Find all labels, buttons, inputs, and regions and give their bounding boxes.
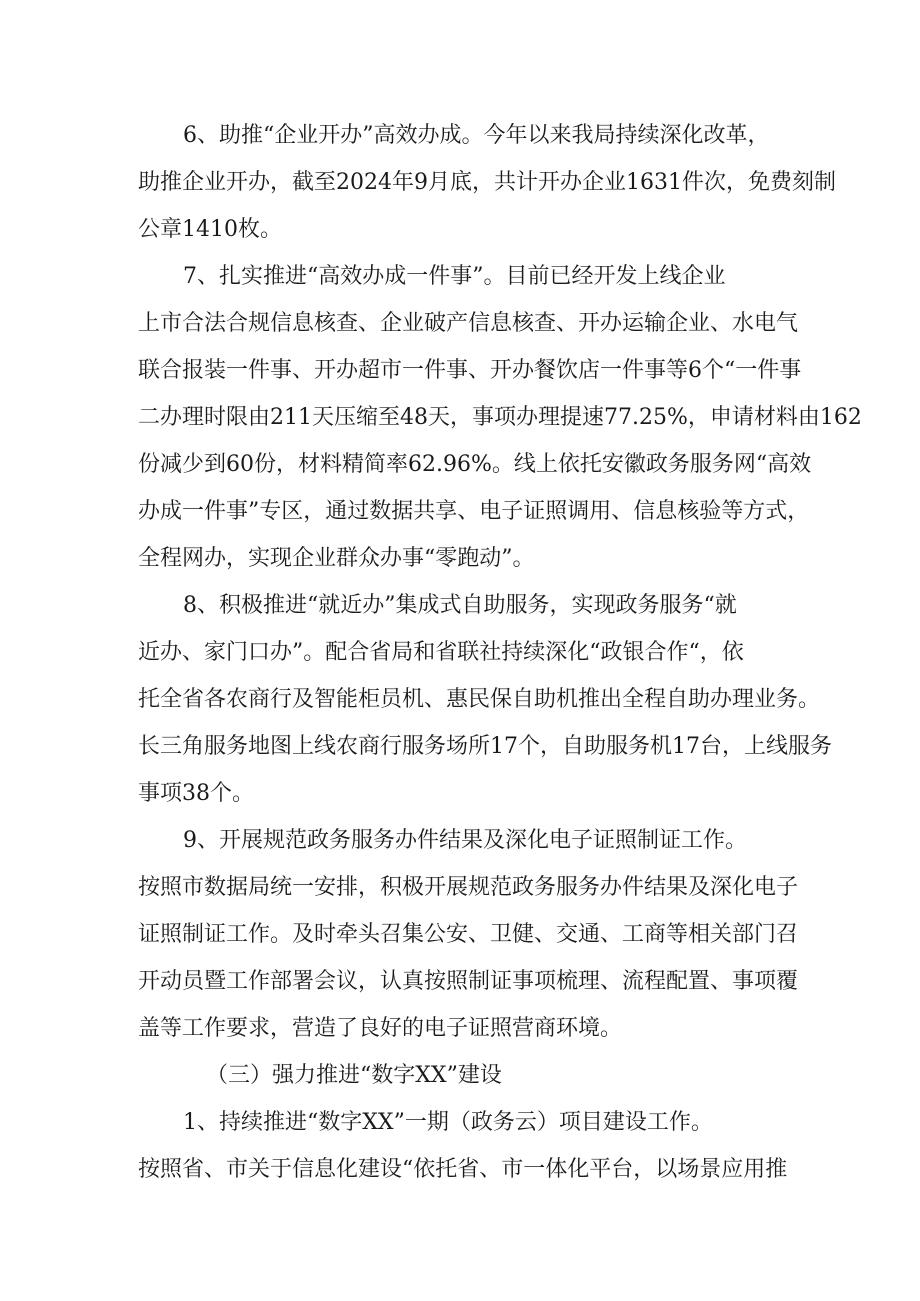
paragraph-item-8 bbox=[138, 582, 832, 817]
text-line: 联合报装一件事、开办超市一件事、开办餐饮店一件事等6个“一件事 bbox=[138, 358, 802, 383]
text-line: 托全省各农商行及智能柜员机、惠民保自助机推出全程自助办理业务。 bbox=[138, 687, 821, 712]
text-line: 公章1410枚。 bbox=[138, 217, 282, 242]
text-line: 7、扎实推进“高效办成一件事”。目前已经开发上线企业 bbox=[183, 264, 726, 289]
text-line: 近办、家门口办”。配合省局和省联社持续深化“政银合作“，依 bbox=[138, 640, 744, 665]
text-line: 长三角服务地图上线农商行服务场所17个，自助服务机17台，上线服务 bbox=[138, 734, 832, 759]
text-line: 按照省、市关于信息化建设“依托省、市一体化平台，以场景应用推 bbox=[138, 1157, 788, 1182]
section-heading: （三）强力推进“数字XX”建设 bbox=[206, 1063, 502, 1088]
paragraph-item-6 bbox=[138, 112, 836, 253]
document-page bbox=[138, 112, 862, 1193]
text-line: 6、助推“企业开办”高效办成。今年以来我局持续深化改革， bbox=[183, 123, 770, 148]
text-line: 助推企业开办，截至2024年9月底，共计开办企业1631件次，免费刻制 bbox=[138, 170, 836, 195]
text-line: 证照制证工作。及时牵头召集公安、卫健、交通、工商等相关部门召 bbox=[138, 922, 799, 947]
text-line: 事项38个。 bbox=[138, 781, 254, 806]
section-heading-3 bbox=[138, 1052, 798, 1099]
text-line: 份减少到60份，材料精简率62.96%。线上依托安徽政务服务网“高效 bbox=[138, 452, 812, 477]
text-line: 全程网办，实现企业群众办事“零跑动”。 bbox=[138, 546, 535, 571]
text-line: 按照市数据局统一安排，积极开展规范政务服务办件结果及深化电子 bbox=[138, 875, 799, 900]
text-line: 上市合法合规信息核查、企业破产信息核查、开办运输企业、水电气 bbox=[138, 311, 799, 336]
paragraph-section3-item-1 bbox=[138, 1099, 798, 1193]
paragraph-item-9 bbox=[138, 817, 798, 1052]
text-line: 开动员暨工作部署会议，认真按照制证事项梳理、流程配置、事项覆 bbox=[138, 969, 799, 994]
text-line: 办成一件事”专区，通过数据共享、电子证照调用、信息核验等方式， bbox=[138, 499, 810, 524]
text-line: 1、持续推进“数字XX”一期（政务云）项目建设工作。 bbox=[183, 1110, 713, 1135]
text-line: 8、积极推进“就近办”集成式自助服务，实现政务服务“就 bbox=[183, 593, 737, 618]
text-line: 盖等工作要求，营造了良好的电子证照营商环境。 bbox=[138, 1016, 623, 1041]
paragraph-item-7 bbox=[138, 253, 862, 582]
text-line: 二办理时限由211天压缩至48天，事项办理提速77.25%，申请材料由162 bbox=[138, 405, 862, 430]
text-line: 9、开展规范政务服务办件结果及深化电子证照制证工作。 bbox=[183, 828, 747, 853]
